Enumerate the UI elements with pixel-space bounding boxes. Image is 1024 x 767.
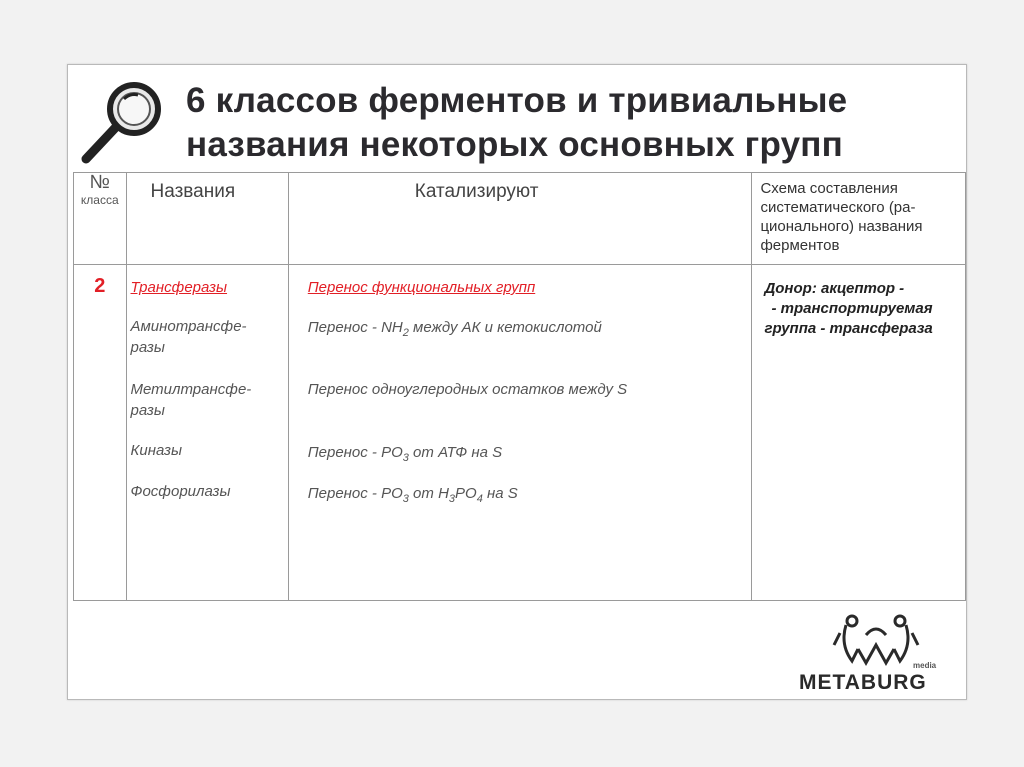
name-transferases: Трансферазы xyxy=(130,279,228,296)
catalyze-text: РО xyxy=(455,485,477,502)
title-line-1: 6 классов ферментов и тривиальные xyxy=(186,81,848,120)
header-class-number xyxy=(74,173,127,265)
catalyze-text: между АК и кетокислотой xyxy=(408,319,602,336)
catalyze-transferases: Перенос функциональных групп xyxy=(307,279,536,296)
subscript: 4 xyxy=(476,493,483,505)
number-symbol: № xyxy=(89,172,110,193)
name-methyltransferases-1: Метилтрансфе- xyxy=(130,381,252,398)
table-header-row xyxy=(74,173,966,265)
scheme-header-line: ферментов xyxy=(760,237,840,254)
logo-media-label: media xyxy=(913,661,937,670)
scheme-header-line: Схема составления xyxy=(760,180,898,197)
enzyme-table xyxy=(73,172,966,601)
subscript: 3 xyxy=(448,493,456,505)
subscript: 3 xyxy=(402,493,409,505)
page-title xyxy=(186,79,847,167)
catalyze-kinases xyxy=(308,443,502,468)
catalyze-descriptions xyxy=(288,265,752,601)
header-names: Названия xyxy=(126,173,288,265)
name-phosphorylases: Фосфорилазы xyxy=(130,483,231,500)
subscript: 3 xyxy=(402,452,409,464)
title-line-2: названия некоторых основных групп xyxy=(186,125,843,164)
name-methyltransferases-2: разы xyxy=(130,402,165,419)
subscript: 2 xyxy=(402,327,409,339)
magnifier-icon xyxy=(78,75,174,167)
class-number: 2 xyxy=(74,265,127,601)
scheme-header-line: ционального) названия xyxy=(760,218,923,235)
catalyze-methyltransferases: Перенос одноуглеродных остатков между S xyxy=(307,381,628,398)
catalyze-text: Перенос - РО xyxy=(307,485,403,502)
header-catalyze: Катализируют xyxy=(288,173,752,265)
catalyze-aminotransferases xyxy=(308,318,602,343)
header-scheme xyxy=(752,173,966,265)
table-row xyxy=(74,265,966,601)
catalyze-phosphorylases xyxy=(308,484,518,509)
scheme-line-2: - транспортируемая xyxy=(771,300,933,317)
catalyze-text: Перенос - РО xyxy=(307,444,403,461)
catalyze-text: от АТФ на S xyxy=(408,444,503,461)
naming-scheme xyxy=(752,265,966,601)
catalyze-text: на S xyxy=(482,485,518,502)
name-aminotransferases-1: Аминотрансфе- xyxy=(130,318,247,335)
logo-text: METABURG xyxy=(799,671,927,694)
scheme-header-line: систематического (ра- xyxy=(760,199,916,216)
catalyze-text: от Н xyxy=(408,485,449,502)
number-label: класса xyxy=(80,193,119,207)
name-aminotransferases-2: разы xyxy=(130,339,165,356)
slide xyxy=(67,64,967,700)
name-kinases: Киназы xyxy=(130,442,182,459)
scheme-line-3: группа - трансфераза xyxy=(764,320,933,337)
scheme-line-1: Донор: акцептор - xyxy=(764,280,905,297)
catalyze-text: Перенос - NH xyxy=(307,319,403,336)
enzyme-names xyxy=(126,265,288,601)
